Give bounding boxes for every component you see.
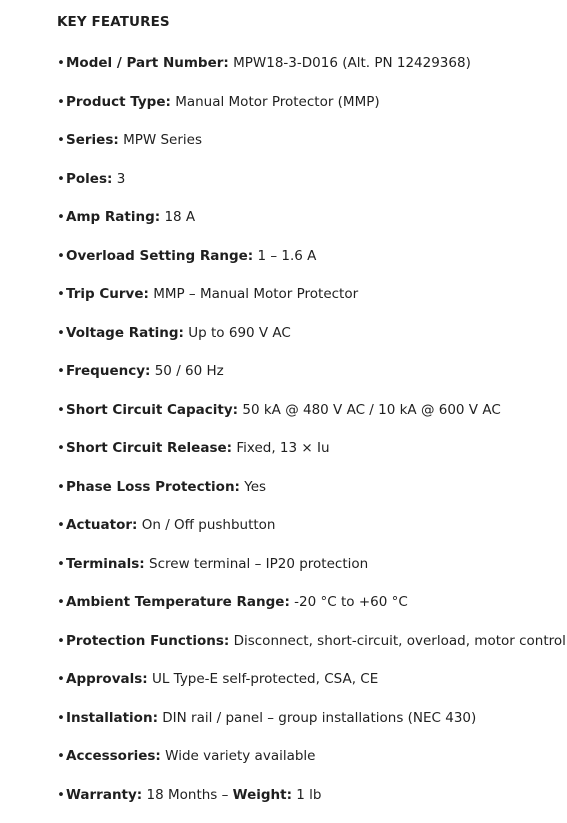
- feature-value: -20 °C to +60 °C: [294, 594, 408, 610]
- bullet-icon: •: [57, 55, 65, 71]
- feature-item: [57, 515, 566, 554]
- feature-value: Wide variety available: [165, 748, 316, 764]
- feature-value: UL Type-E self-protected, CSA, CE: [151, 671, 379, 687]
- feature-value: Screw terminal – IP20 protection: [149, 555, 369, 572]
- bullet-icon: •: [57, 247, 65, 264]
- bullet-icon: •: [57, 93, 65, 110]
- feature-value: 18 Months –: [146, 786, 229, 803]
- feature-label: Short Circuit Release:: [66, 440, 233, 456]
- feature-item: [57, 400, 566, 439]
- feature-value: 50 / 60 Hz: [154, 363, 224, 379]
- feature-item: [57, 438, 566, 477]
- feature-label: Warranty:: [66, 786, 143, 803]
- feature-value: MPW18-3-D016 (Alt. PN 12429368): [233, 55, 471, 71]
- feature-value: Disconnect, short-circuit, overload, motor control: [233, 632, 566, 649]
- feature-item: [57, 284, 566, 323]
- bullet-icon: •: [57, 748, 65, 764]
- feature-label: Ambient Temperature Range:: [66, 594, 290, 610]
- feature-item: [57, 169, 566, 208]
- bullet-icon: •: [57, 555, 65, 572]
- feature-label: Terminals:: [66, 555, 145, 572]
- feature-value: Fixed, 13 × Iu: [236, 440, 330, 456]
- feature-label: Phase Loss Protection:: [66, 478, 240, 495]
- feature-item: [57, 130, 566, 169]
- feature-label: Frequency:: [66, 363, 151, 379]
- feature-item: [57, 207, 566, 246]
- feature-item: [57, 53, 566, 92]
- feature-label: Product Type:: [66, 93, 171, 110]
- feature-label: Amp Rating:: [66, 209, 161, 225]
- feature-item: [57, 631, 566, 670]
- feature-item: [57, 246, 566, 285]
- feature-item: [57, 92, 566, 131]
- feature-item: [57, 361, 566, 400]
- feature-value: On / Off pushbutton: [141, 517, 276, 533]
- feature-label: Short Circuit Capacity:: [66, 401, 239, 418]
- feature-item-warranty-weight: [57, 785, 566, 823]
- feature-label: Installation:: [66, 709, 158, 726]
- feature-item: [57, 592, 566, 631]
- feature-value: 3: [116, 170, 126, 187]
- feature-value: 18 A: [164, 209, 196, 225]
- feature-label: Accessories:: [66, 748, 161, 764]
- feature-item: [57, 708, 566, 747]
- feature-label: Actuator:: [66, 517, 138, 533]
- feature-value: Up to 690 V AC: [188, 324, 291, 341]
- feature-value: 50 kA @ 480 V AC / 10 kA @ 600 V AC: [242, 401, 501, 418]
- bullet-icon: •: [57, 786, 65, 803]
- bullet-icon: •: [57, 594, 65, 610]
- bullet-icon: •: [57, 363, 65, 379]
- features-list: [57, 53, 566, 823]
- feature-value: 1 – 1.6 A: [257, 247, 317, 264]
- feature-item: [57, 477, 566, 516]
- feature-value: DIN rail / panel – group installations (NEC 430): [162, 709, 477, 726]
- feature-label: Poles:: [66, 170, 113, 187]
- feature-value: MPW Series: [123, 132, 203, 148]
- bullet-icon: •: [57, 209, 65, 225]
- bullet-icon: •: [57, 709, 65, 726]
- feature-label: Voltage Rating:: [66, 324, 184, 341]
- bullet-icon: •: [57, 478, 65, 495]
- bullet-icon: •: [57, 401, 65, 418]
- feature-value: Yes: [244, 478, 267, 495]
- feature-item: [57, 554, 566, 593]
- bullet-icon: •: [57, 671, 65, 687]
- feature-value: 1 lb: [296, 786, 322, 803]
- section-heading: KEY FEATURES: [57, 14, 170, 30]
- feature-value: Manual Motor Protector (MMP): [175, 93, 380, 110]
- bullet-icon: •: [57, 517, 65, 533]
- feature-label: Protection Functions:: [66, 632, 230, 649]
- bullet-icon: •: [57, 324, 65, 341]
- bullet-icon: •: [57, 286, 65, 302]
- feature-label: Trip Curve:: [66, 286, 149, 302]
- feature-label: Overload Setting Range:: [66, 247, 254, 264]
- feature-label: Series:: [66, 132, 119, 148]
- bullet-icon: •: [57, 440, 65, 456]
- feature-item: [57, 669, 566, 708]
- feature-label: Approvals:: [66, 671, 148, 687]
- bullet-icon: •: [57, 170, 65, 187]
- bullet-icon: •: [57, 632, 65, 649]
- feature-label: Model / Part Number:: [66, 55, 229, 71]
- bullet-icon: •: [57, 132, 65, 148]
- feature-label: Weight:: [232, 786, 292, 803]
- feature-value: MMP – Manual Motor Protector: [153, 286, 359, 302]
- feature-item: [57, 323, 566, 362]
- feature-item: [57, 746, 566, 785]
